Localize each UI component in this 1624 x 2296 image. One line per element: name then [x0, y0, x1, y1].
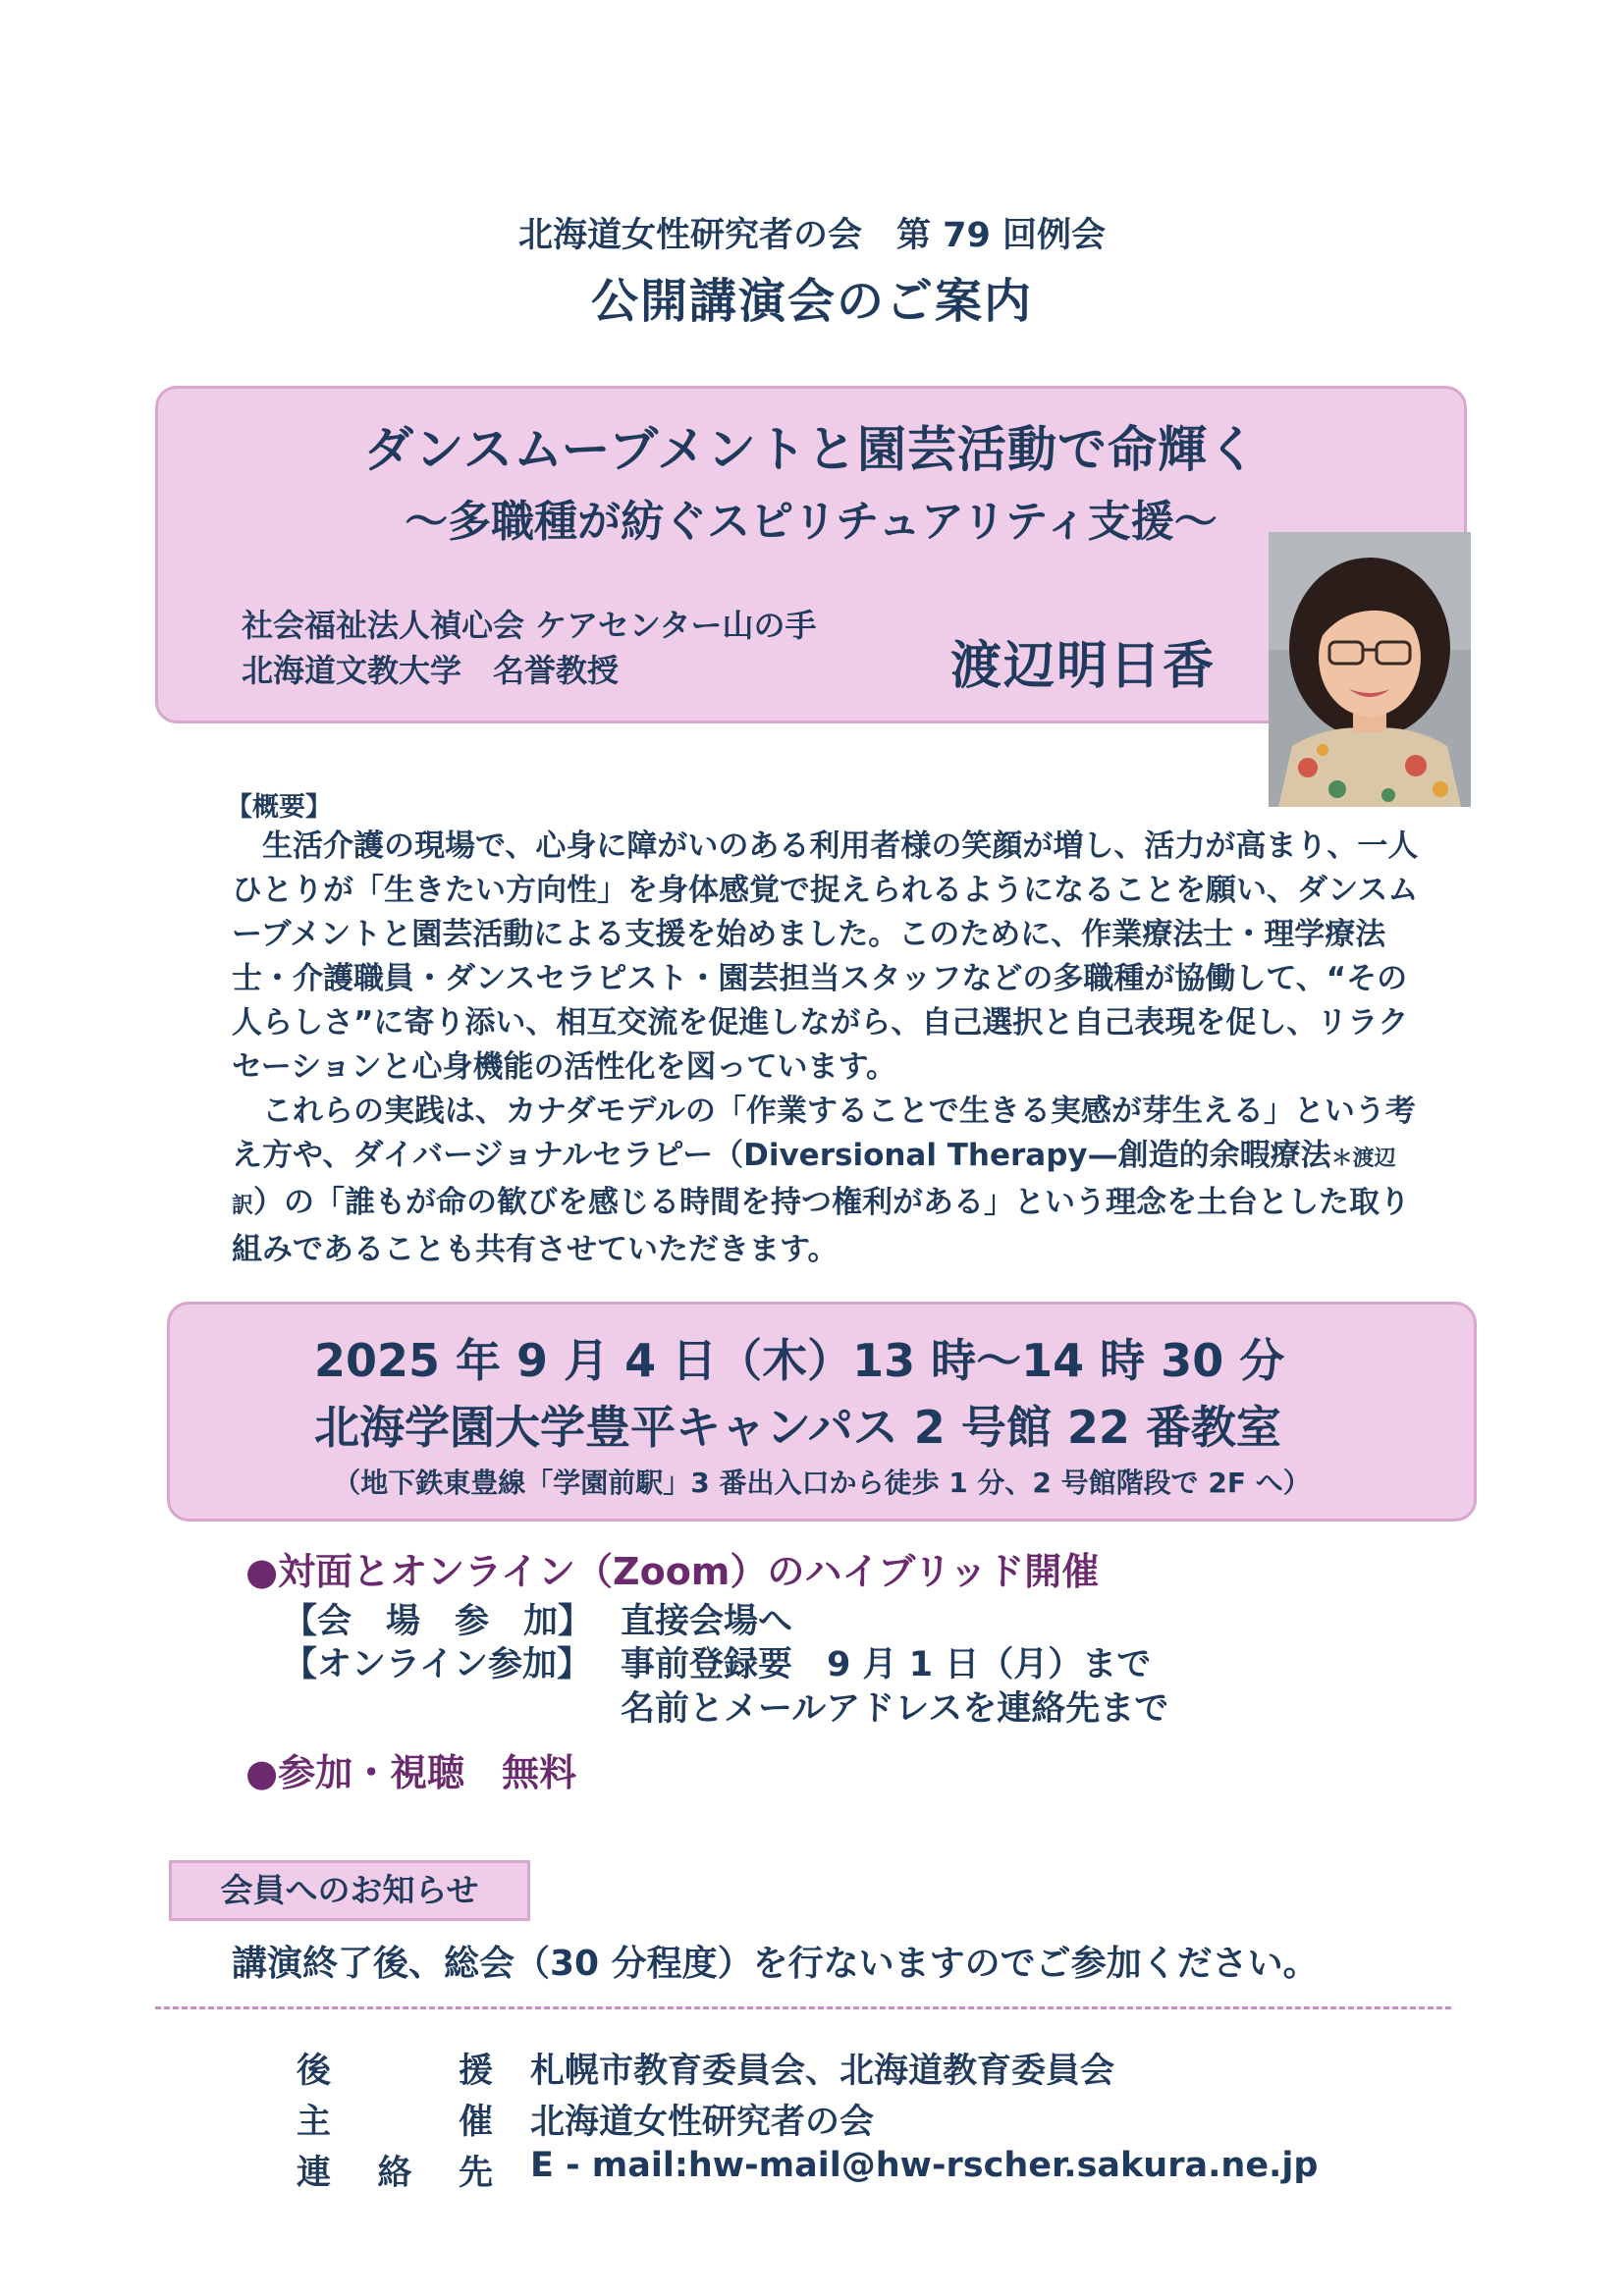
online-participation-note: 名前とメールアドレスを連絡先まで: [621, 1689, 1169, 1729]
venue-participation-value: 直接会場へ: [621, 1602, 793, 1641]
online-participation-label: 【オンライン参加】: [283, 1645, 591, 1684]
speaker-affiliation-1: 社会福祉法人禎心会 ケアセンター山の手: [242, 607, 817, 644]
event-venue: 北海学園大学豊平キャンパス 2 号館 22 番教室: [314, 1401, 1281, 1454]
summary-heading: 【概要】: [226, 792, 332, 823]
support-label-char: 後: [297, 2052, 332, 2091]
talk-title: ダンスムーブメントと園芸活動で命輝く: [364, 421, 1258, 478]
summary-paragraph-1: 生活介護の現場で、心身に障がいのある利用者様の笑顔が増し、活力が高まり、一人ひとりが「生きたい方向性」を身体感覚で捉えられるようになることを願い、ダンスムーブメントと園芸活動による支援を始めました。このために、作業療法士・理学療法士・介護職員・ダンスセラピスト・園芸担当スタッフなどの多職種が協働して、“その人らしさ”に寄り添い、相互交流を促進しながら、自己選択と自己表現を促し、リラクセーションと心身機能の活性化を図っています。: [232, 828, 1419, 1085]
speaker-photo: [1269, 532, 1471, 807]
bullet-icon: ●: [245, 1550, 279, 1593]
hybrid-heading: [245, 1541, 1099, 1595]
talk-subtitle: ～多職種が紡ぐスピリチュアリティ支援～: [405, 497, 1218, 547]
page-title: 公開講演会のご案内: [590, 274, 1033, 329]
contact-label: [297, 2146, 493, 2195]
member-notice-text: 講演終了後、総会（30 分程度）を行ないますのでご参加ください。: [232, 1944, 1319, 1984]
event-datetime: 2025 年 9 月 4 日（木）13 時～14 時 30 分: [314, 1334, 1285, 1387]
contact-label-char: 連: [297, 2154, 332, 2193]
organization-line: 北海道女性研究者の会 第 79 回例会: [517, 216, 1107, 255]
host-label-char: 主: [297, 2103, 332, 2142]
summary-paragraph-2-part-b: ）の「誰もが命の歓びを感じる時間を持つ権利がある」という理念を土台とした取り組みであることも共有させていただきます。: [232, 1185, 1411, 1267]
venue-participation-label: 【会 場 参 加】: [283, 1602, 593, 1641]
online-participation-value: 事前登録要 9 月 1 日（月）まで: [621, 1645, 1152, 1684]
venue-participation-row: [283, 1594, 792, 1643]
event-access: （地下鉄東豊線「学園前駅」3 番出入口から徒歩 1 分、2 号館階段で 2F へ）: [333, 1467, 1311, 1499]
support-value: 札幌市教育委員会、北海道教育委員会: [530, 2052, 1115, 2091]
hybrid-text: 対面とオンライン（Zoom）のハイブリッド開催: [278, 1550, 1100, 1593]
host-label-char: 催: [458, 2103, 493, 2142]
contact-email-link[interactable]: E - mail:hw-mail@hw-rscher.sakura.ne.jp: [530, 2146, 1319, 2185]
online-participation-row: [283, 1637, 1151, 1686]
fee-heading: [245, 1742, 576, 1796]
fee-text: 参加・視聴 無料: [278, 1751, 577, 1794]
bullet-icon: ●: [245, 1751, 279, 1794]
divider: [155, 2006, 1451, 2009]
host-value: 北海道女性研究者の会: [530, 2103, 875, 2142]
summary-paragraph-2-part-a: これらの実践は、カナダモデルの「作業することで生きる実感が芽生える」という考え方や、ダイバージョナルセラピー（Diversional Therapy—創造的余暇療法: [232, 1094, 1416, 1173]
translator-note: ＊渡辺訳: [232, 1147, 1396, 1218]
summary-body: [232, 825, 1420, 1272]
contact-label-char: 絡: [377, 2154, 412, 2193]
member-notice-label: 会員へのお知らせ: [169, 1860, 530, 1921]
contact-label-char: 先: [458, 2154, 493, 2193]
speaker-affiliation-2: 北海道文教大学 名誉教授: [242, 652, 620, 689]
speaker-name: 渡辺明日香: [950, 637, 1217, 696]
support-label: [297, 2044, 493, 2093]
support-label-char: 援: [458, 2052, 493, 2091]
host-label: [297, 2095, 493, 2144]
summary-paragraph-2: [232, 1090, 1420, 1272]
